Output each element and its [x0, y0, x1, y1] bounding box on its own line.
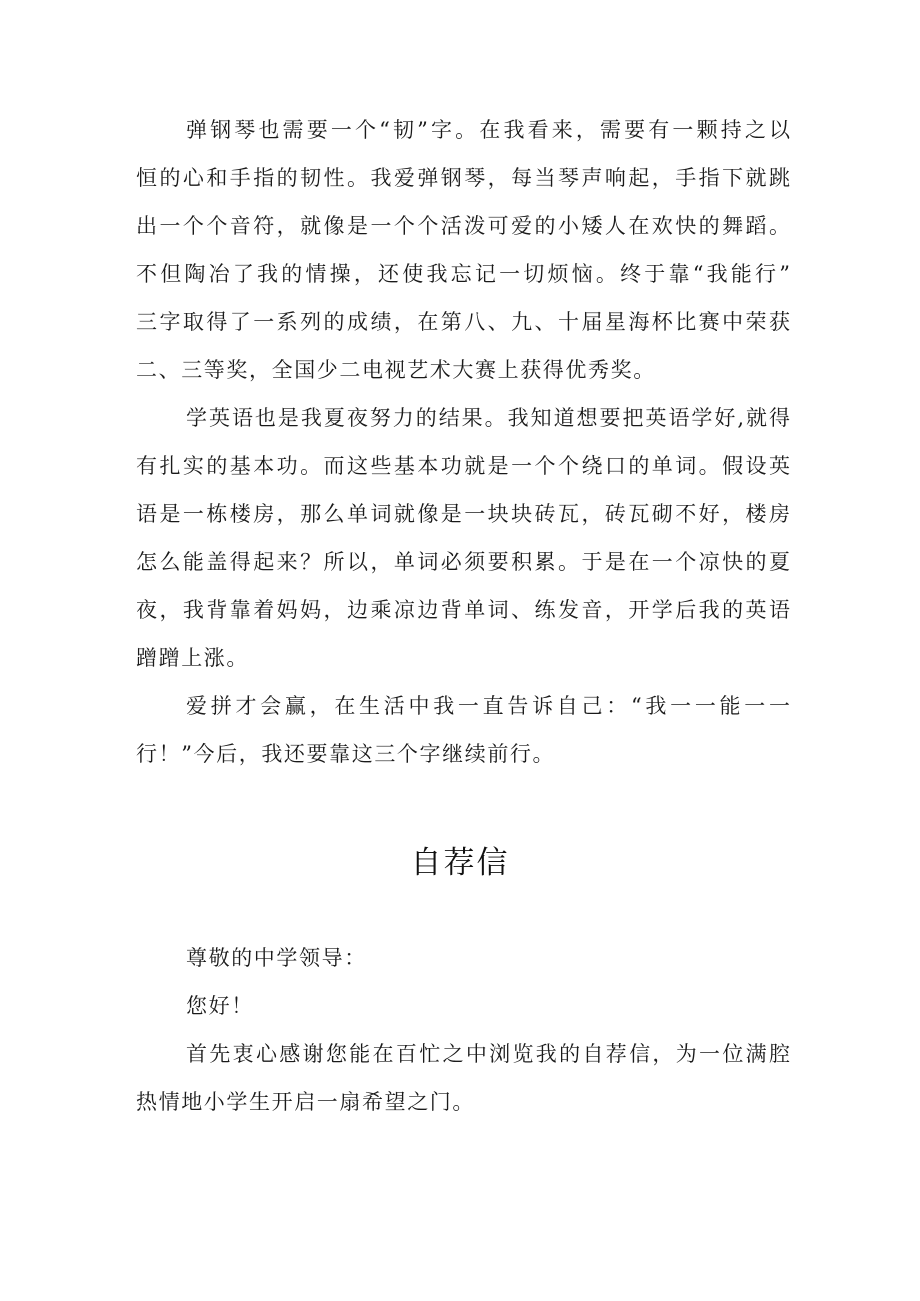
text-line: 二、三等奖，全国少二电视艺术大赛上获得优秀奖。	[136, 358, 656, 382]
text-line: 夜，我背靠着妈妈，边乘凉边背单词、练发音，开学后我的英语	[136, 598, 790, 622]
letter-greeting: 您好！	[186, 994, 254, 1018]
letter-body	[136, 934, 790, 1126]
text-line: 不但陶冶了我的情操，还使我忘记一切烦恼。终于靠“我能行”	[136, 262, 790, 286]
text-line: 语是一栋楼房，那么单词就像是一块块砖瓦，砖瓦砌不好，楼房	[136, 502, 790, 526]
paragraph-conclusion	[136, 682, 790, 778]
text-line: 蹭蹭上涨。	[136, 646, 249, 670]
letter-title: 自荐信	[410, 845, 510, 881]
text-line: 有扎实的基本功。而这些基本功就是一个个绕口的单词。假设英	[136, 454, 790, 478]
letter-salutation: 尊敬的中学领导：	[186, 946, 367, 970]
text-line: 弹钢琴也需要一个“韧”字。在我看来，需要有一颗持之以	[186, 118, 790, 142]
text-line: 三字取得了一系列的成绩，在第八、九、十届星海杯比赛中荣获	[136, 310, 790, 334]
text-line: 爱拼才会赢，在生活中我一直告诉自己：“我一一能一一	[186, 694, 790, 718]
text-line: 首先衷心感谢您能在百忙之中浏览我的自荐信，为一位满腔	[186, 1042, 790, 1066]
paragraph-english	[136, 394, 790, 682]
text-line: 热情地小学生开启一扇希望之门。	[136, 1090, 475, 1114]
text-line: 怎么能盖得起来？所以，单词必须要积累。于是在一个凉快的夏	[136, 550, 790, 574]
essay-body	[136, 106, 790, 778]
text-line: 恒的心和手指的韧性。我爱弹钢琴，每当琴声响起，手指下就跳	[136, 166, 790, 190]
text-line: 学英语也是我夏夜努力的结果。我知道想要把英语学好,就得	[186, 406, 790, 430]
text-line: 行！”今后，我还要靠这三个字继续前行。	[136, 742, 556, 766]
paragraph-piano	[136, 106, 790, 394]
text-line: 出一个个音符，就像是一个个活泼可爱的小矮人在欢快的舞蹈。	[136, 214, 790, 238]
